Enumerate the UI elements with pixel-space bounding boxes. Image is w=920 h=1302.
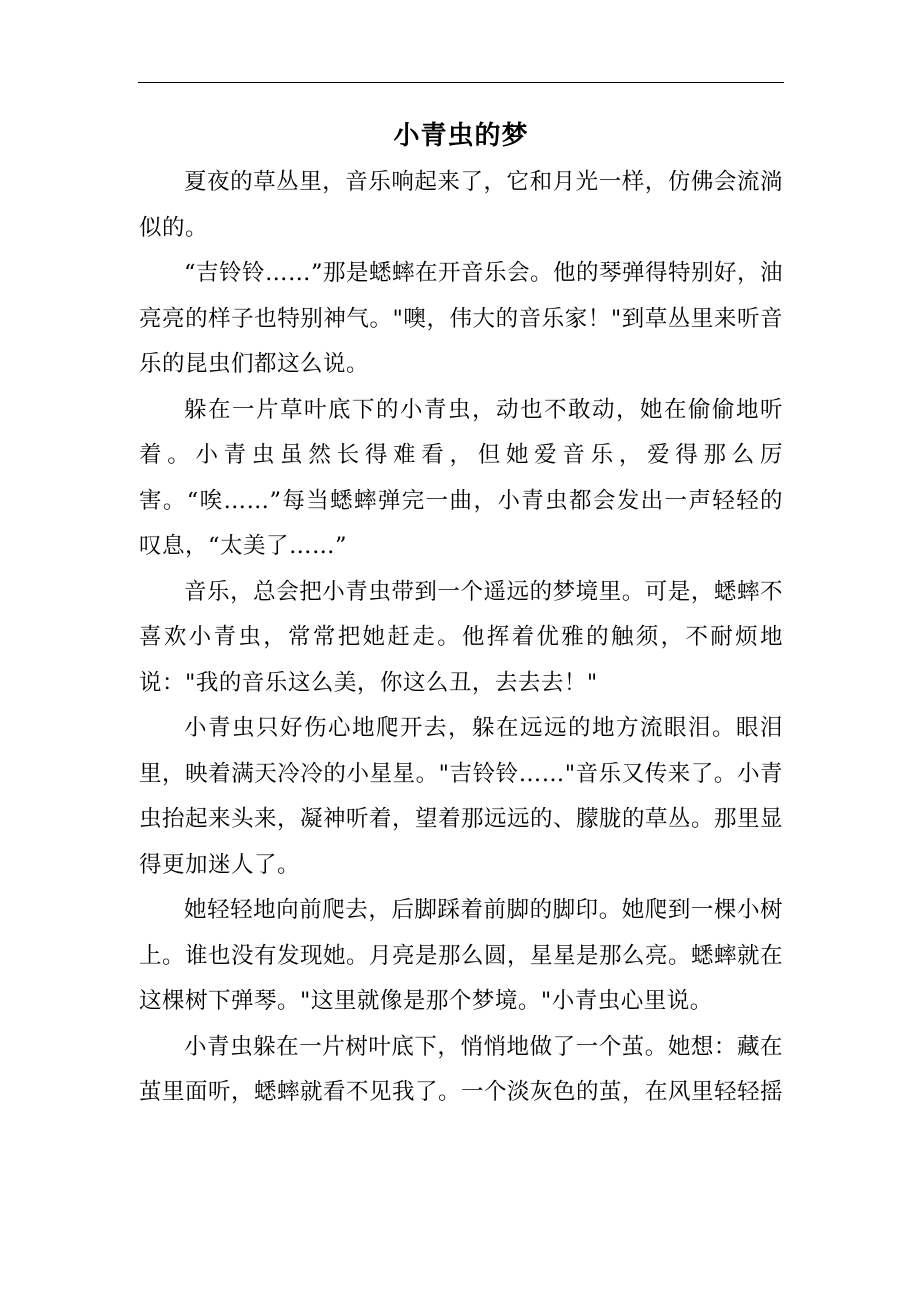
document-title: 小青虫的梦 [393, 121, 529, 151]
paragraph-6: 她轻轻地向前爬去，后脚踩着前脚的脚印。她爬到一棵小树上。谁也没有发现她。月亮是那么圆，星星是那么亮。蟋蟀就在这棵树下弹琴。"这里就像是那个梦境。"小青虫心里说。 [139, 897, 784, 1014]
paragraph-4: 音乐，总会把小青虫带到一个遥远的梦境里。可是，蟋蟀不喜欢小青虫，常常把她赶走。他挥着优雅的触须，不耐烦地说："我的音乐这么美，你这么丑，去去去！" [139, 578, 783, 696]
paragraph-1: 夏夜的草丛里，音乐响起来了，它和月光一样，仿佛会流淌似的。 [139, 169, 783, 241]
paragraph-5: 小青虫只好伤心地爬开去，躲在远远的地方流眼泪。眼泪里，映着满天冷冷的小星星。"吉铃铃……"音乐又传来了。小青虫抬起来头来，凝神听着，望着那远远的、朦胧的草丛。那里显得更加迷人了。 [139, 715, 784, 878]
document-page [139, 112, 783, 1116]
header-rule [138, 82, 784, 83]
paragraph-2: “吉铃铃……”那是蟋蟀在开音乐会。他的琴弹得特别好，油亮亮的样子也特别神气。"噢，伟大的音乐家！"到草丛里来听音乐的昆虫们都这么说。 [139, 260, 784, 377]
paragraph-7: 小青虫躲在一片树叶底下，悄悄地做了一个茧。她想：藏在茧里面听，蟋蟀就看不见我了。一个淡灰色的茧，在风里轻轻摇 [139, 1033, 784, 1105]
paragraph-3: 躲在一片草叶底下的小青虫，动也不敢动，她在偷偷地听着。小青虫虽然长得难看，但她爱音乐，爱得那么厉害。“唉……”每当蟋蟀弹完一曲，小青虫都会发出一声轻轻的叹息，“太美了……” [139, 396, 783, 559]
